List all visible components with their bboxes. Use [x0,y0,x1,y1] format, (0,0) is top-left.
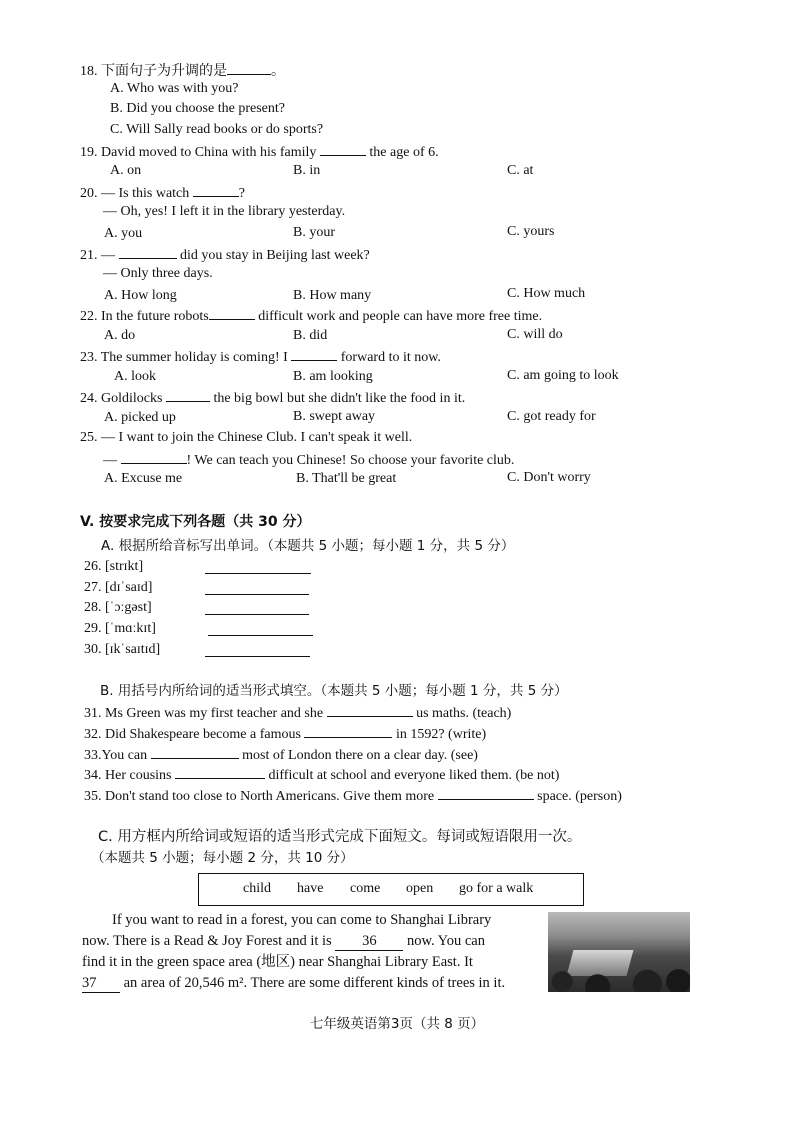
option-22-c: C. will do [507,327,563,342]
reply-text: ! We can teach you Chinese! So choose your favorite club. [186,453,515,468]
question-22 [80,307,542,326]
fill-text-end: in 1592? (write) [392,727,487,742]
word-child: child [243,881,271,896]
fill-text-end: difficult at school and everyone liked them. (be not) [265,768,560,783]
part-a-title: A. 根据所给音标写出单词。（本题共 5 小题；每小题 1 分，共 5 分） [101,538,515,554]
phonetic-29: 29. [ˈmɑːkɪt] [84,621,156,636]
passage-line-3: find it in the green space area (地区) near Shanghai Library East. It [82,954,473,970]
option-21-a: A. How long [104,288,177,303]
reply-dash: — [103,453,121,468]
library-photo [548,912,690,992]
option-20-b: B. your [293,225,335,240]
reply-20: — Oh, yes! I left it in the library yesterday. [103,204,346,219]
word-have: have [297,881,324,896]
word-go-for-a-walk: go for a walk [459,881,534,896]
fill-text-end: us maths. (teach) [412,706,512,721]
question-stem: 25. — I want to join the Chinese Club. I can't speak it well. [80,430,413,445]
passage-text-end: now. You can [403,933,485,949]
answer-blank[interactable] [193,184,239,197]
answer-blank[interactable] [121,451,187,464]
fill-34 [84,766,559,785]
fill-text: 33.You can [84,748,151,763]
answer-line-30[interactable] [205,642,310,663]
option-23-a: A. look [114,369,156,384]
photo-trees [548,966,690,992]
option-24-a: A. picked up [104,410,176,425]
option-25-b: B. That'll be great [296,471,397,486]
option-18-a: A. Who was with you? [110,81,239,96]
option-20-c: C. yours [507,224,555,239]
question-stem-end: did you stay in Beijing last week? [176,248,370,263]
phonetic-30: 30. [ɪkˈsaɪtɪd] [84,642,161,657]
fill-text: 31. Ms Green was my first teacher and she [84,706,327,721]
option-20-a: A. you [104,226,143,241]
section-5-title: V. 按要求完成下列各题（共 30 分） [80,514,311,530]
question-stem-end: forward to it now. [337,350,441,365]
question-stem: 24. Goldilocks [80,391,166,406]
answer-blank[interactable] [119,246,177,259]
option-19-c: C. at [507,163,534,178]
phonetic-26: 26. [strɪkt] [84,559,144,574]
fill-text-end: space. (person) [533,789,622,804]
phonetic-28: 28. [ˈɔːgəst] [84,600,152,615]
page-footer: 七年级英语第3页（共 8 页） [309,1016,485,1032]
option-19-b: B. in [293,163,321,178]
passage-line-2 [82,933,485,951]
option-19-a: A. on [110,163,142,178]
passage-line-1: If you want to read in a forest, you can come to Shanghai Library [112,912,492,928]
answer-blank[interactable] [304,725,392,738]
fill-32 [84,725,486,744]
fill-text-end: most of London there on a clear day. (see) [238,748,478,763]
answer-blank[interactable] [438,787,534,800]
question-stem: 22. In the future robots [80,309,209,324]
answer-line-26[interactable] [205,559,311,580]
word-open: open [406,881,434,896]
question-stem: 21. — [80,248,119,263]
option-18-c: C. Will Sally read books or do sports? [110,122,324,137]
question-stem-end: difficult work and people can have more free time. [254,309,543,324]
question-21 [80,246,370,265]
question-stem: 23. The summer holiday is coming! I [80,350,292,365]
question-stem-end: the big bowl but she didn't like the food in it. [209,391,466,406]
answer-blank[interactable] [175,766,265,779]
answer-blank[interactable] [327,704,413,717]
answer-blank-36[interactable]: 36 [335,933,403,951]
part-b-title: B. 用括号内所给词的适当形式填空。（本题共 5 小题；每小题 1 分，共 5 分） [100,683,568,699]
option-25-a: A. Excuse me [104,471,183,486]
fill-text: 35. Don't stand too close to North Americans. Give them more [84,789,438,804]
part-c-title: C. 用方框内所给词或短语的适当形式完成下面短文。每词或短语限用一次。 [98,829,582,845]
passage-text: now. There is a Read & Joy Forest and it is [82,933,336,949]
option-24-c: C. got ready for [507,409,596,424]
question-18 [80,62,285,81]
word-box [198,873,584,906]
fill-text: 32. Did Shakespeare become a famous [84,727,305,742]
question-19 [80,143,439,162]
fill-35 [84,787,622,806]
question-stem: 19. David moved to China with his family [80,145,320,160]
option-23-c: C. am going to look [507,368,619,383]
passage-text: an area of 20,546 m². There are some different kinds of trees in it. [120,975,506,991]
answer-blank[interactable] [320,143,366,156]
question-stem-end: the age of 6. [365,145,439,160]
answer-line-28[interactable] [205,600,309,621]
option-21-b: B. How many [293,288,372,303]
option-22-b: B. did [293,328,328,343]
question-stem-end: 。 [271,64,285,79]
question-stem: 20. — Is this watch [80,186,193,201]
fill-31 [84,704,511,723]
option-21-c: C. How much [507,286,586,301]
answer-blank-37[interactable]: 37 [82,975,120,993]
answer-line-27[interactable] [205,580,309,601]
option-18-b: B. Did you choose the present? [110,101,285,116]
answer-blank[interactable] [151,746,239,759]
option-23-b: B. am looking [293,369,373,384]
question-stem: 18. 下面句子为升调的是 [80,64,227,79]
answer-line-29[interactable] [208,621,313,642]
answer-blank[interactable] [291,348,337,361]
question-20 [80,184,245,203]
answer-blank[interactable] [209,307,255,320]
option-25-c: C. Don't worry [507,470,591,485]
question-25 [80,430,412,447]
question-24 [80,389,465,408]
word-come: come [350,881,381,896]
option-22-a: A. do [104,328,136,343]
reply-25 [103,451,514,470]
phonetic-27: 27. [dɪˈsaɪd] [84,580,153,595]
passage-line-4 [82,975,505,993]
fill-33 [84,746,478,765]
part-c-subtitle: （本题共 5 小题；每小题 2 分，共 10 分） [91,850,354,866]
option-24-b: B. swept away [293,409,376,424]
fill-text: 34. Her cousins [84,768,175,783]
answer-blank[interactable] [227,62,271,75]
reply-21: — Only three days. [103,266,213,281]
question-23 [80,348,441,367]
question-stem-end: ? [238,186,245,201]
answer-blank[interactable] [166,389,210,402]
